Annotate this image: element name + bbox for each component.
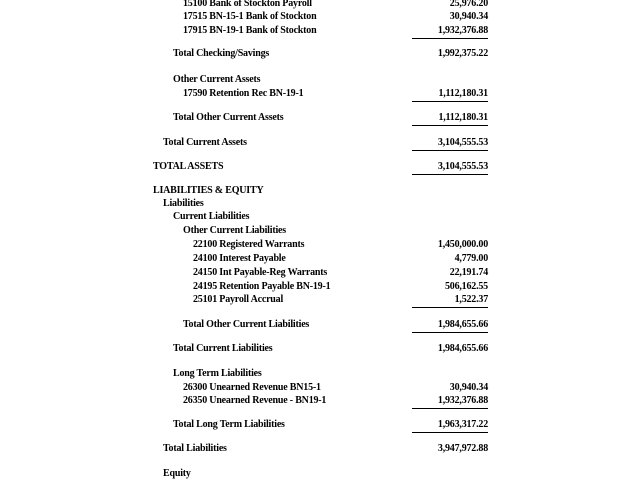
account-label: 26300 Unearned Revenue BN15-1 <box>183 382 321 393</box>
account-label: 17915 BN-19-1 Bank of Stockton <box>183 25 317 36</box>
subtotal-rule <box>412 125 488 126</box>
section-heading: Other Current Liabilities <box>183 225 286 236</box>
grand-total-label: TOTAL ASSETS <box>153 161 224 172</box>
section-heading: LIABILITIES & EQUITY <box>153 185 264 196</box>
account-amount: 1,932,376.88 <box>437 25 488 36</box>
subtotal-rule <box>412 332 488 333</box>
account-amount: 22,191.74 <box>449 267 488 278</box>
total-assets-row <box>0 160 640 173</box>
account-amount: 1,522.37 <box>454 294 488 305</box>
section-heading: Equity <box>163 468 191 479</box>
account-label: 25101 Payroll Accrual <box>193 294 284 305</box>
account-amount: 4,779.00 <box>454 253 488 264</box>
total-amount: 1,992,375.22 <box>437 48 488 59</box>
subtotal-rule <box>412 408 488 409</box>
total-label: Total Liabilities <box>163 443 227 454</box>
section-heading-row <box>0 73 640 86</box>
total-label: Total Current Assets <box>163 137 247 148</box>
account-label: 24150 Int Payable-Reg Warrants <box>193 267 328 278</box>
section-heading-row <box>0 210 640 223</box>
account-amount: 1,112,180.31 <box>438 88 488 99</box>
total-other-current-assets-row <box>0 111 640 124</box>
total-label: Total Long Term Liabilities <box>173 419 285 430</box>
section-heading: Other Current Assets <box>173 74 261 85</box>
section-heading: Liabilities <box>163 198 204 209</box>
total-label: Total Current Liabilities <box>173 343 273 354</box>
total-long-term-liabilities-row <box>0 418 640 431</box>
account-label: 15100 Bank of Stockton Payroll <box>183 0 312 9</box>
total-label: Total Other Current Liabilities <box>183 319 310 330</box>
account-amount: 25,976.20 <box>449 0 488 9</box>
total-other-current-liabilities-row <box>0 318 640 331</box>
total-amount: 3,947,972.88 <box>437 443 488 454</box>
subtotal-rule <box>412 432 488 433</box>
section-heading: Current Liabilities <box>173 211 250 222</box>
account-row <box>0 293 640 306</box>
account-label: 24100 Interest Payable <box>193 253 286 264</box>
total-label: Total Other Current Assets <box>173 112 284 123</box>
account-amount: 30,940.34 <box>449 11 488 22</box>
account-label: 22100 Registered Warrants <box>193 239 305 250</box>
total-label: Total Checking/Savings <box>173 48 270 59</box>
total-amount: 1,112,180.31 <box>438 112 488 123</box>
subtotal-rule <box>412 307 488 308</box>
section-heading-row <box>0 467 640 480</box>
account-row <box>0 0 640 10</box>
section-heading-row <box>0 367 640 380</box>
account-row <box>0 280 640 293</box>
subtotal-rule <box>412 38 488 39</box>
account-amount: 30,940.34 <box>449 382 488 393</box>
section-heading-row <box>0 224 640 237</box>
account-amount: 506,162.55 <box>444 281 488 292</box>
section-heading-row <box>0 197 640 210</box>
account-row <box>0 87 640 100</box>
account-row <box>0 266 640 279</box>
total-amount: 3,104,555.53 <box>437 137 488 148</box>
subtotal-rule <box>412 150 488 151</box>
account-row <box>0 394 640 407</box>
total-current-liabilities-row <box>0 342 640 355</box>
section-heading: Long Term Liabilities <box>173 368 262 379</box>
subtotal-rule <box>412 101 488 102</box>
total-amount: 1,963,317.22 <box>437 419 488 430</box>
account-label: 26350 Unearned Revenue - BN19-1 <box>183 395 327 406</box>
account-row <box>0 252 640 265</box>
total-liabilities-row <box>0 442 640 455</box>
section-heading-row <box>0 184 640 197</box>
account-row <box>0 24 640 37</box>
account-amount: 1,932,376.88 <box>437 395 488 406</box>
double-underline <box>412 172 488 175</box>
account-label: 17590 Retention Rec BN-19-1 <box>183 88 304 99</box>
grand-total-amount: 3,104,555.53 <box>437 161 488 172</box>
account-row <box>0 238 640 251</box>
account-label: 17515 BN-15-1 Bank of Stockton <box>183 11 317 22</box>
total-amount: 1,984,655.66 <box>437 343 488 354</box>
total-amount: 1,984,655.66 <box>437 319 488 330</box>
account-label: 24195 Retention Payable BN-19-1 <box>193 281 331 292</box>
account-amount: 1,450,000.00 <box>437 239 488 250</box>
account-row <box>0 381 640 394</box>
total-checking-savings-row <box>0 47 640 60</box>
total-current-assets-row <box>0 136 640 149</box>
account-row <box>0 10 640 23</box>
